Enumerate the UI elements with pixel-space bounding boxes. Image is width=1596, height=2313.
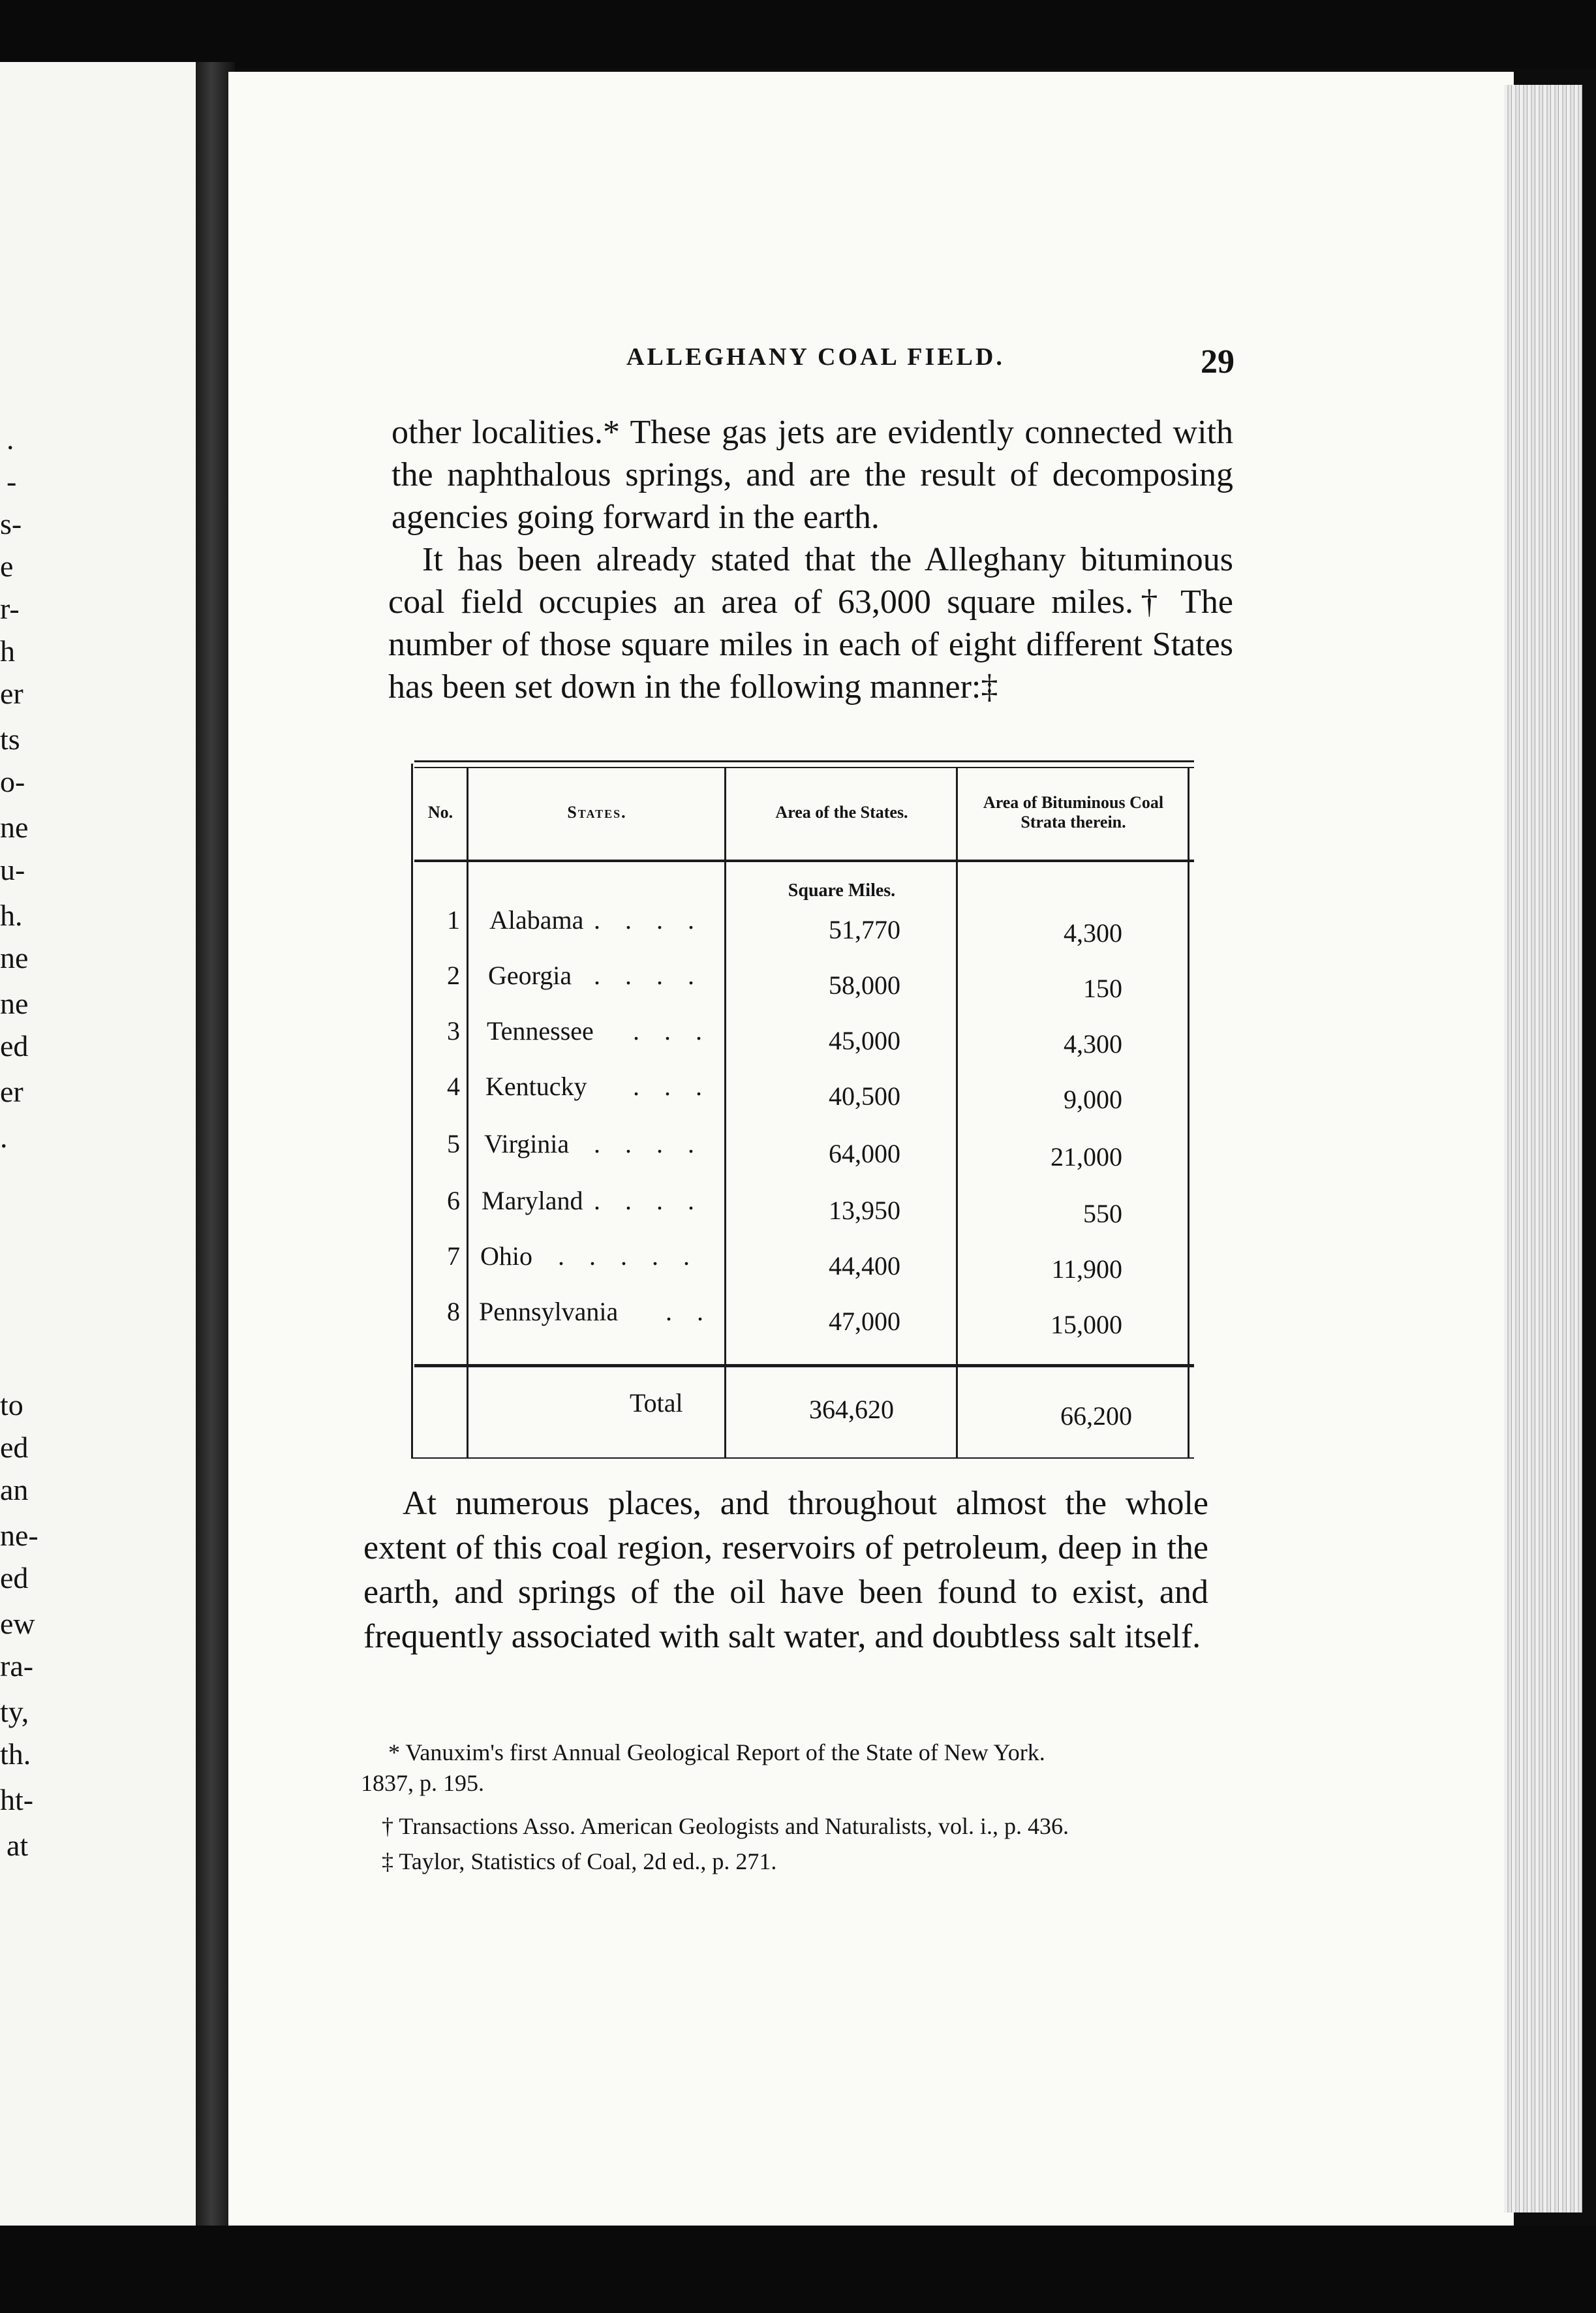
header-area: Area of the States. (775, 803, 908, 822)
leader-dots: . . . . (594, 905, 703, 935)
scan-border-bottom (0, 2226, 1596, 2313)
page-number: 29 (1201, 343, 1235, 380)
fragment: th. (0, 1737, 31, 1771)
facing-page-left (0, 62, 206, 2235)
row-number: 5 (447, 1129, 460, 1158)
running-head: ALLEGHANY COAL FIELD. (626, 343, 1005, 371)
leader-dots: . . . . (594, 1186, 703, 1215)
table-left-border (411, 764, 413, 1459)
body-paragraph-1: other localities.* These gas jets are evidently connected with the naphthalous springs, and are the result of decomposing agencies going forward in the earth. (391, 414, 1233, 536)
state-area: 51,770 (829, 915, 900, 944)
state-name: Alabama (489, 905, 584, 935)
leader-dots: . . . . . (558, 1241, 699, 1271)
header-bituminous: Area of Bituminous Coal Strata therein. (983, 793, 1164, 831)
coal-area: 550 (1083, 1199, 1122, 1228)
coal-area: 150 (1083, 974, 1122, 1003)
state-area: 45,000 (829, 1026, 900, 1055)
footnote-3: ‡ Taylor, Statistics of Coal, 2d ed., p. 271. (382, 1848, 777, 1874)
row-number: 8 (447, 1297, 460, 1326)
fragment: at (7, 1829, 29, 1862)
header-rule (414, 860, 1194, 862)
row-number: 3 (447, 1016, 460, 1046)
table-bottom-rule (411, 1457, 1194, 1459)
col-divider (956, 768, 958, 1457)
fragment: ne (0, 811, 29, 844)
row-number: 1 (447, 905, 460, 935)
state-name: Virginia (484, 1129, 570, 1158)
fragment: an (0, 1473, 29, 1506)
fragment: . (7, 422, 14, 456)
state-area: 58,000 (829, 970, 900, 1000)
fragment: h. (0, 899, 23, 932)
state-name: Kentucky (485, 1072, 587, 1101)
fragment: u- (0, 853, 25, 886)
fragment: er (0, 1075, 23, 1108)
fragment: ht- (0, 1783, 34, 1816)
coal-area: 11,900 (1051, 1254, 1122, 1284)
fragment: ew (0, 1607, 35, 1640)
fragment: ed (0, 1431, 29, 1464)
footnote-2: † Transactions Asso. American Geologists and Naturalists, vol. i., p. 436. (382, 1813, 1069, 1839)
header-no: No. (427, 803, 453, 822)
state-name: Tennessee (487, 1016, 594, 1046)
coal-area: 21,000 (1051, 1142, 1122, 1172)
state-area: 64,000 (829, 1139, 900, 1168)
fragment: - (7, 465, 17, 498)
leader-dots: . . . . (594, 1129, 703, 1158)
table-top-rule-inner (414, 767, 1194, 768)
coal-area: 9,000 (1064, 1085, 1122, 1114)
unit-label: Square Miles. (788, 880, 896, 901)
leader-dots: . . . (633, 1016, 711, 1046)
scan-border-top (0, 0, 1596, 69)
fragment: to (0, 1388, 23, 1421)
footnote-1-continued: 1837, p. 195. (361, 1770, 484, 1796)
row-number: 7 (447, 1241, 460, 1271)
fragment: ne (0, 941, 29, 974)
fragment: ne- (0, 1519, 38, 1552)
leader-dots: . . . . (594, 961, 703, 990)
total-rule (414, 1364, 1194, 1367)
state-area: 44,400 (829, 1251, 900, 1281)
body-paragraph-2: It has been already stated that the Alleghany bituminous coal field occupies an area of 63,000 square miles.† The number of those square miles in each of eight different States has been set down in the following manner:‡ (388, 541, 1233, 706)
coal-area: 4,300 (1064, 918, 1122, 948)
fragment: e (0, 550, 14, 583)
state-name: Ohio (480, 1241, 532, 1271)
fragment: . (0, 1121, 8, 1154)
state-name: Pennsylvania (479, 1297, 619, 1326)
col-divider (467, 768, 468, 1457)
total-coal: 66,200 (1060, 1401, 1132, 1431)
coal-area-table (398, 760, 1197, 1462)
row-number: 6 (447, 1186, 460, 1215)
page-edges (1504, 85, 1582, 2212)
coal-area: 4,300 (1064, 1029, 1122, 1059)
footnote-1: * Vanuxim's first Annual Geological Report of the State of New York. (388, 1739, 1045, 1765)
leader-dots: . . (666, 1297, 713, 1326)
state-area: 40,500 (829, 1081, 900, 1111)
fragment: ts (0, 722, 20, 756)
fragment: ed (0, 1561, 29, 1594)
table-top-rule (414, 760, 1194, 762)
col-divider (724, 768, 726, 1457)
fragment: ra- (0, 1649, 34, 1683)
fragment: er (0, 677, 23, 710)
fragment: ty, (0, 1695, 29, 1728)
leader-dots: . . . (633, 1072, 711, 1101)
coal-area: 15,000 (1051, 1310, 1122, 1339)
state-area: 13,950 (829, 1196, 900, 1225)
body-paragraph-3: At numerous places, and throughout almost the whole extent of this coal region, reservoirs of petroleum, deep in the earth, and springs of the oil have been found to exist, and frequently associated with salt water, and doubtless salt itself. (363, 1485, 1208, 1655)
fragment: r- (0, 592, 20, 625)
fragment: ed (0, 1029, 29, 1063)
fragment: ne (0, 987, 29, 1020)
fragment: s- (0, 507, 22, 540)
fragment: o- (0, 765, 25, 798)
state-area: 47,000 (829, 1307, 900, 1336)
row-number: 4 (447, 1072, 460, 1101)
total-area: 364,620 (809, 1395, 894, 1424)
header-states: States. (567, 803, 627, 822)
table-right-border (1188, 768, 1189, 1457)
total-label: Total (630, 1388, 683, 1418)
fragment: h (0, 634, 15, 668)
state-name: Georgia (488, 961, 572, 990)
state-name: Maryland (482, 1186, 583, 1215)
row-number: 2 (447, 961, 460, 990)
